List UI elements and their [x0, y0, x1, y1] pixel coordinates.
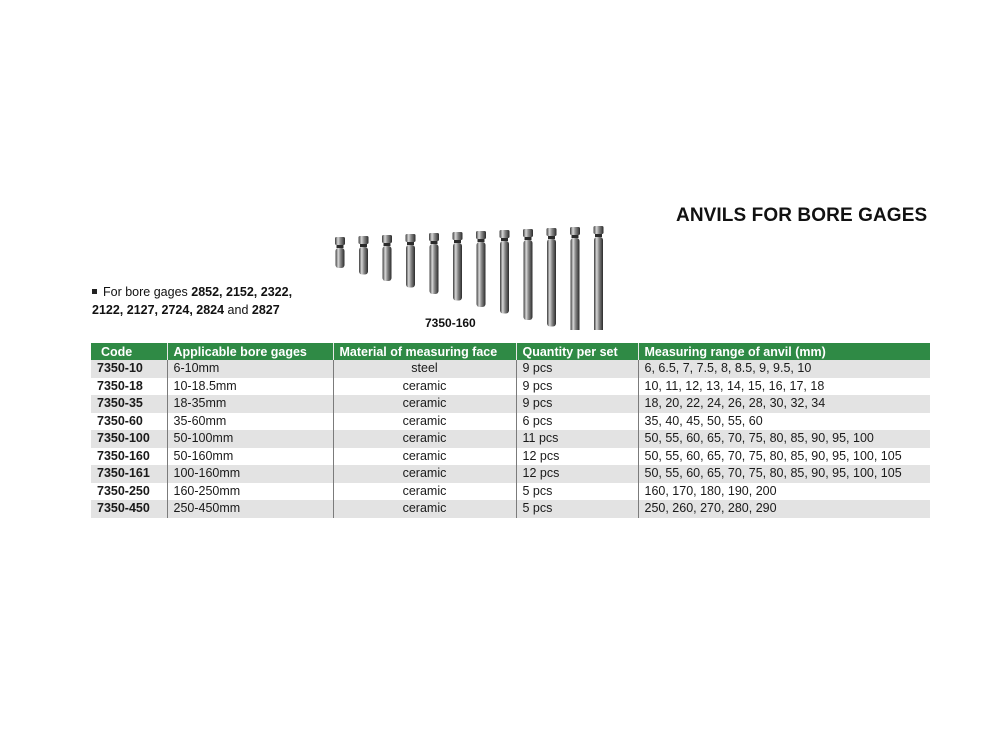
- anvil-piece: [570, 227, 580, 330]
- cell-code: 7350-100: [91, 430, 167, 448]
- cell-quantity: 12 pcs: [516, 448, 638, 466]
- table-row: [91, 360, 930, 378]
- anvil-spec-table: [91, 343, 930, 518]
- cell-quantity: 5 pcs: [516, 483, 638, 501]
- cell-code: 7350-10: [91, 360, 167, 378]
- cell-material: ceramic: [333, 378, 516, 396]
- anvil-piece: [406, 234, 416, 288]
- table-row: [91, 448, 930, 466]
- note-gages-3: 2827: [251, 303, 280, 317]
- anvil-piece: [335, 237, 345, 268]
- cell-range: 6, 6.5, 7, 7.5, 8, 8.5, 9, 9.5, 10: [638, 360, 930, 378]
- cell-code: 7350-250: [91, 483, 167, 501]
- figure-caption: 7350-160: [425, 316, 476, 330]
- cell-quantity: 9 pcs: [516, 395, 638, 413]
- cell-quantity: 12 pcs: [516, 465, 638, 483]
- cell-quantity: 11 pcs: [516, 430, 638, 448]
- cell-code: 7350-35: [91, 395, 167, 413]
- cell-bore-gages: 35-60mm: [167, 413, 333, 431]
- cell-range: 18, 20, 22, 24, 26, 28, 30, 32, 34: [638, 395, 930, 413]
- cell-material: ceramic: [333, 395, 516, 413]
- note-gages-2: 2122, 2127, 2724, 2824: [92, 303, 225, 317]
- table-row: [91, 483, 930, 501]
- note-and: and: [224, 303, 252, 317]
- cell-bore-gages: 50-100mm: [167, 430, 333, 448]
- anvil-set-image: [330, 215, 630, 330]
- cell-material: ceramic: [333, 465, 516, 483]
- table-header-row: [91, 343, 930, 360]
- cell-range: 250, 260, 270, 280, 290: [638, 500, 930, 518]
- anvil-piece: [453, 232, 463, 301]
- cell-bore-gages: 18-35mm: [167, 395, 333, 413]
- anvil-piece: [523, 229, 533, 320]
- header-range: Measuring range of anvil (mm): [638, 343, 930, 360]
- table-row: [91, 413, 930, 431]
- cell-material: steel: [333, 360, 516, 378]
- table-row: [91, 430, 930, 448]
- compatibility-note: [92, 283, 292, 319]
- page-title: ANVILS FOR BORE GAGES: [676, 205, 928, 226]
- cell-range: 50, 55, 60, 65, 70, 75, 80, 85, 90, 95, 100, 105: [638, 448, 930, 466]
- cell-quantity: 9 pcs: [516, 360, 638, 378]
- note-gages-1: 2852, 2152, 2322,: [191, 285, 293, 299]
- cell-material: ceramic: [333, 483, 516, 501]
- cell-range: 50, 55, 60, 65, 70, 75, 80, 85, 90, 95, 100, 105: [638, 465, 930, 483]
- note-prefix: For bore gages: [103, 285, 192, 299]
- anvil-piece: [476, 231, 486, 307]
- anvil-piece: [359, 236, 369, 275]
- anvil-piece: [594, 226, 604, 330]
- cell-material: ceramic: [333, 413, 516, 431]
- header-quantity: Quantity per set: [516, 343, 638, 360]
- cell-code: 7350-60: [91, 413, 167, 431]
- cell-bore-gages: 250-450mm: [167, 500, 333, 518]
- bullet-icon: [92, 289, 97, 294]
- cell-range: 160, 170, 180, 190, 200: [638, 483, 930, 501]
- cell-material: ceramic: [333, 448, 516, 466]
- cell-quantity: 5 pcs: [516, 500, 638, 518]
- cell-range: 10, 11, 12, 13, 14, 15, 16, 17, 18: [638, 378, 930, 396]
- cell-range: 50, 55, 60, 65, 70, 75, 80, 85, 90, 95, 100: [638, 430, 930, 448]
- table-row: [91, 465, 930, 483]
- cell-bore-gages: 160-250mm: [167, 483, 333, 501]
- cell-quantity: 6 pcs: [516, 413, 638, 431]
- header-bore-gages: Applicable bore gages: [167, 343, 333, 360]
- table-row: [91, 395, 930, 413]
- table-row: [91, 378, 930, 396]
- cell-bore-gages: 6-10mm: [167, 360, 333, 378]
- cell-range: 35, 40, 45, 50, 55, 60: [638, 413, 930, 431]
- cell-code: 7350-18: [91, 378, 167, 396]
- cell-code: 7350-160: [91, 448, 167, 466]
- cell-bore-gages: 100-160mm: [167, 465, 333, 483]
- cell-quantity: 9 pcs: [516, 378, 638, 396]
- cell-bore-gages: 10-18.5mm: [167, 378, 333, 396]
- cell-code: 7350-161: [91, 465, 167, 483]
- cell-bore-gages: 50-160mm: [167, 448, 333, 466]
- anvil-piece: [500, 230, 510, 314]
- anvil-piece: [429, 233, 439, 294]
- anvil-piece: [547, 228, 557, 327]
- header-code: Code: [91, 343, 167, 360]
- cell-material: ceramic: [333, 500, 516, 518]
- cell-code: 7350-450: [91, 500, 167, 518]
- anvil-piece: [382, 235, 392, 281]
- cell-material: ceramic: [333, 430, 516, 448]
- header-material: Material of measuring face: [333, 343, 516, 360]
- table-row: [91, 500, 930, 518]
